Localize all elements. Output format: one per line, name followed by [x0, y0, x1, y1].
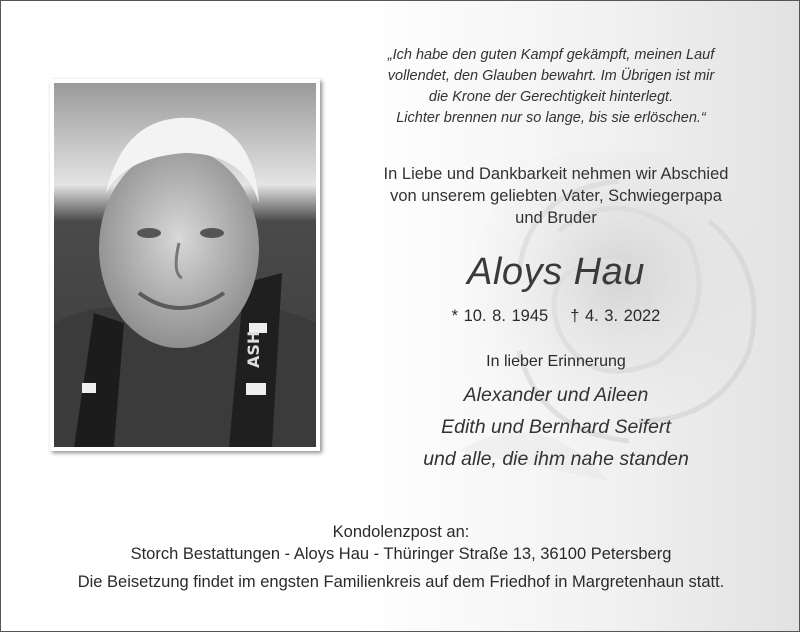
- bible-quote: [361, 45, 741, 129]
- deceased-name: Aloys Hau: [467, 251, 645, 293]
- farewell-intro: [356, 163, 756, 229]
- intro-line: von unserem geliebten Vater, Schwiegerpapa: [390, 187, 722, 205]
- condolence-label: Kondolenzpost an:: [332, 523, 470, 541]
- mourner-line: Edith und Bernhard Seifert: [441, 416, 671, 438]
- quote-line: die Krone der Gerechtigkeit hinterlegt.: [428, 89, 674, 105]
- intro-line: und Bruder: [515, 209, 597, 227]
- svg-text:ASH: ASH: [244, 330, 263, 368]
- quote-line: vollendet, den Glauben bewahrt. Im Übrigen ist mir: [387, 68, 715, 84]
- quote-line: „Ich habe den guten Kampf gekämpft, meinen Lauf: [387, 47, 715, 63]
- intro-line: In Liebe und Dankbarkeit nehmen wir Abschied: [383, 165, 729, 183]
- portrait-image: [54, 83, 316, 447]
- life-dates: [356, 307, 756, 326]
- memory-label: In lieber Erinnerung: [486, 353, 626, 370]
- quote-line: Lichter brennen nur so lange, bis sie erlöschen.“: [396, 110, 706, 126]
- mourner-line: Alexander und Aileen: [463, 384, 649, 406]
- condolence-address: Storch Bestattungen - Aloys Hau - Thüringer Straße 13, 36100 Petersberg: [130, 545, 672, 563]
- birth-date: * 10. 8. 1945: [451, 307, 549, 325]
- mourner-line: und alle, die ihm nahe standen: [423, 448, 689, 470]
- death-date: † 4. 3. 2022: [570, 307, 661, 325]
- condolence-info: [1, 521, 800, 565]
- portrait-photo: [50, 79, 320, 451]
- funeral-note: Die Beisetzung findet im engsten Familienkreis auf dem Friedhof in Margretenhaun statt.: [77, 573, 725, 591]
- mourners-list: [356, 379, 756, 475]
